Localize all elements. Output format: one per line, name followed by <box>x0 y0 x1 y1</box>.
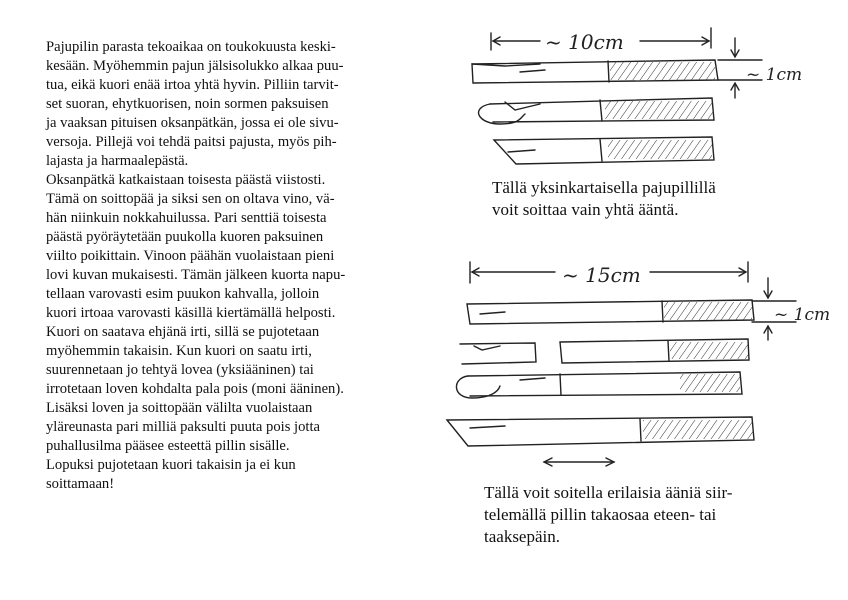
text-line: viilto poikittain. Vinoon päähän vuolaistaan pieni <box>46 248 335 264</box>
text-line: tua, eikä kuori enää irtoa yhtä hyvin. Pilliin tarvit- <box>46 77 339 93</box>
whole-long-whistle-drawing <box>467 300 754 324</box>
figure2-caption <box>484 482 732 548</box>
rear-bark-piece-drawing <box>560 339 749 363</box>
text-line: Oksanpätkä katkaistaan toisesta päästä viistosti. <box>46 172 326 188</box>
bottom-plug-drawing <box>447 417 754 446</box>
thickness-label-1cm: ~ 1cm <box>746 65 803 85</box>
text-line: irrotetaan loven kohdalta pala pois (moni ääninen). <box>46 381 344 397</box>
text-line: Pajupilin parasta tekoaikaa on toukokuusta keski- <box>46 39 336 55</box>
length-label-15cm: ~ 15cm <box>562 263 641 287</box>
text-line: lajasta ja harmaalepästä. <box>46 153 189 169</box>
caption-line: Tällä yksinkartaisella pajupillillä <box>492 178 716 197</box>
thickness-label-1cm-2: ~ 1cm <box>774 305 831 325</box>
caption-line: voit soittaa vain yhtä ääntä. <box>492 200 679 219</box>
wood-core-drawing <box>494 137 714 164</box>
front-bark-piece-drawing <box>460 343 536 364</box>
bark-sleeve-drawing <box>479 98 714 124</box>
caption-line: taaksepäin. <box>484 527 560 546</box>
caption-line: telemällä pillin takaosaa eteen- tai <box>484 505 717 524</box>
length-label-10cm: ~ 10cm <box>545 30 624 54</box>
text-line: versoja. Pillejä voi tehdä paitsi pajusta, myös pih- <box>46 134 337 150</box>
text-line: lovi kuvan mukaisesti. Tämän jälkeen kuorta napu- <box>46 267 346 283</box>
long-wood-core-drawing <box>456 372 742 398</box>
text-line: päästä pyöräytetään puukolla kuoren paksuinen <box>46 229 324 245</box>
slide-direction-arrow <box>544 458 614 466</box>
text-line: ja vaaksan pituisen oksanpätkän, jossa ei ole sivu- <box>46 115 339 131</box>
text-line: yläreunasta pari milliä paksulti puuta pois jotta <box>46 419 320 435</box>
text-line: soittamaan! <box>46 476 115 492</box>
caption-line: Tällä voit soitella erilaisia ääniä siir- <box>484 483 733 502</box>
text-line: hän niinkuin nokkahuilussa. Pari senttiä toisesta <box>46 210 327 226</box>
multi-tone-whistle-figure <box>447 262 796 466</box>
text-line: Lisäksi loven ja soittopään välilta vuolaistaan <box>46 400 313 416</box>
text-line: Lopuksi pujotetaan kuori takaisin ja ei kun <box>46 457 296 473</box>
text-line: kesään. Myöhemmin pajun jälsisolukko alkaa puu- <box>46 58 344 74</box>
text-line: Kuori on saatava ehjänä irti, sillä se pujotetaan <box>46 324 320 340</box>
text-line: puhallusilma pääsee esteettä pillin sisälle. <box>46 438 290 454</box>
text-line: myöhemmin takaisin. Kun kuori on saatu irti, <box>46 343 312 359</box>
text-line: kuori irtoaa varovasti käsillä kiertämällä helposti. <box>46 305 336 321</box>
text-line: tellaan varovasti esim puukon kahvalla, jolloin <box>46 286 320 302</box>
text-line: set suoran, ehytkuorisen, noin sormen paksuisen <box>46 96 329 112</box>
text-line: suurennetaan jo tehtyä lovea (yksiääninen) tai <box>46 362 314 378</box>
text-line: Tämä on soittopää ja siksi sen on oltava vino, vä- <box>46 191 335 207</box>
whole-whistle-drawing <box>472 60 718 83</box>
figure1-caption <box>492 177 716 221</box>
